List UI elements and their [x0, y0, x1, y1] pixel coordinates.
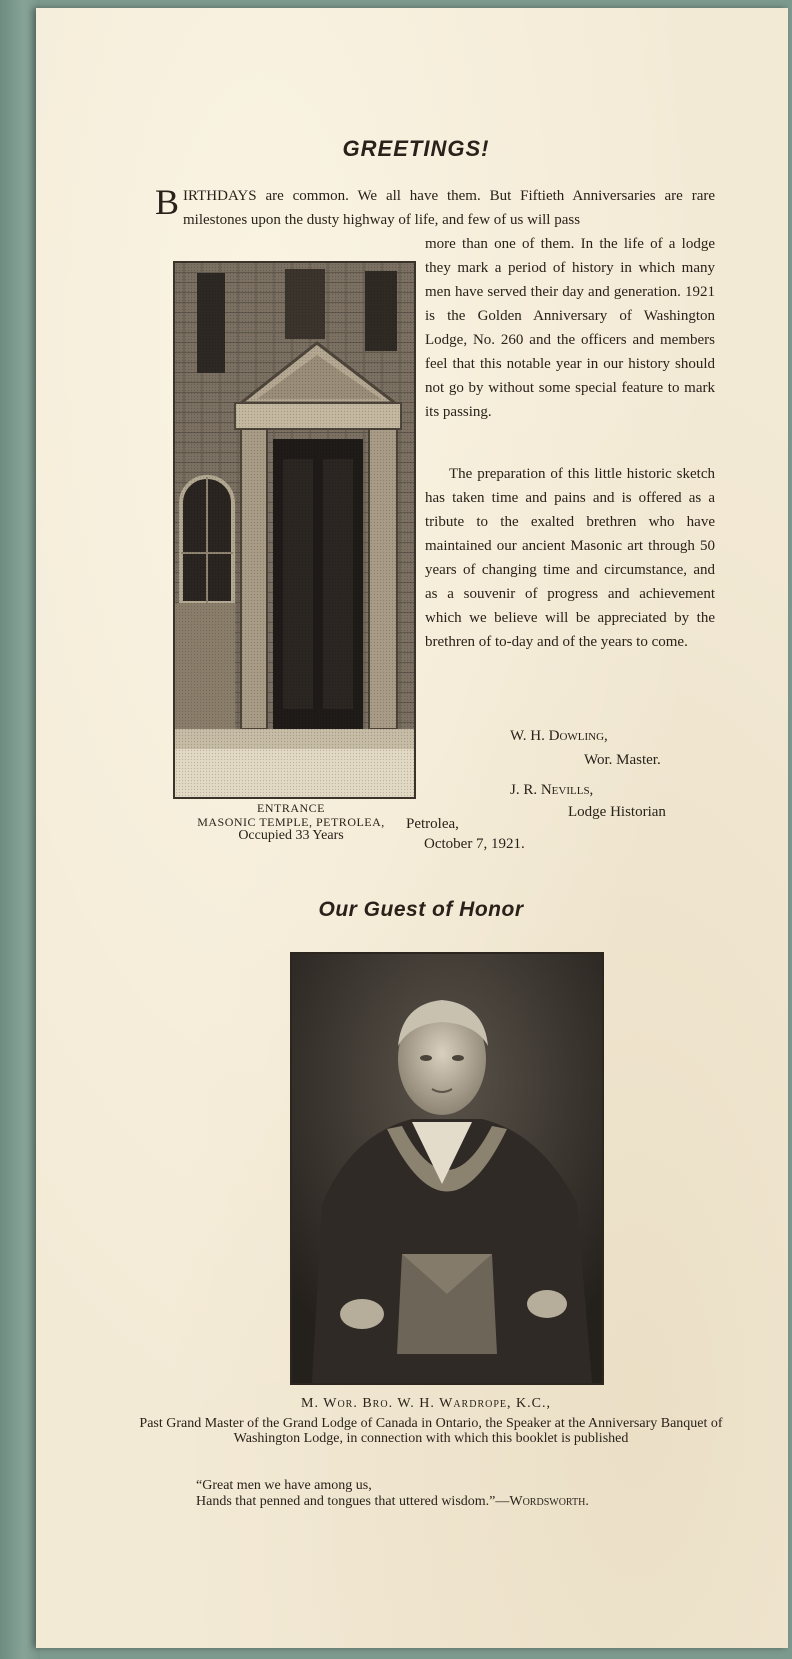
signature-master-title: Wor. Master. [584, 752, 661, 768]
tribute-paragraph: The preparation of this little historic sketch has taken time and pains and is offered as a tribute to the exalted brethren who have maintained our ancient Masonic art through 50 years of changing time and circumstance, and as a souvenir of progress and achievement which we believe will be appreciated by the brethren of to-day and of the years to come. [425, 466, 715, 650]
booklet-page [36, 8, 788, 1648]
intro-opening-text: IRTHDAYS are common. We all have them. But Fiftieth Anniversaries are rare milestones upon the dusty highway of life, and few of us will pass [183, 188, 715, 228]
photo-caption-title: ENTRANCE [257, 801, 325, 815]
guest-portrait [290, 952, 604, 1385]
quote-author: Wordsworth. [509, 1494, 589, 1509]
guest-description: Past Grand Master of the Grand Lodge of Canada in Ontario, the Speaker at the Anniversary Banquet of Washington Lodge, in connection with which this booklet is published [139, 1416, 723, 1446]
drop-cap: B [155, 182, 180, 222]
booklet-cover-edge [0, 0, 40, 1659]
signature-master-name: W. H. Dowling, [510, 728, 608, 744]
intro-paragraph-opening [155, 184, 715, 232]
guest-of-honor-heading: Our Guest of Honor [318, 898, 524, 921]
photo-caption [131, 801, 451, 843]
guest-name: M. Wor. Bro. W. H. Wardrope, K.C., [301, 1396, 551, 1411]
signature-historian-title: Lodge Historian [568, 804, 666, 820]
signature-place: Petrolea, [406, 816, 459, 832]
quote-line-2 [196, 1494, 756, 1510]
photo-caption-note: Occupied 33 Years [238, 828, 344, 843]
quote-line-2-text: Hands that penned and tongues that uttered wisdom.”— [196, 1494, 510, 1509]
signature-date: October 7, 1921. [424, 836, 525, 852]
intro-paragraph-continuation: more than one of them. In the life of a lodge they mark a period of history in which many men have served their day and generation. 1921 is the Golden Anniversary of Washington Lodge, No. 260 and the officers and members feel that this notable year in our history should not go by without some special feature to mark its passing. [425, 236, 715, 420]
entrance-photograph [173, 261, 416, 799]
portrait-image [292, 954, 602, 1383]
page-title: GREETINGS! [342, 136, 490, 161]
signature-historian-name: J. R. Nevills, [510, 782, 594, 798]
masonic-temple-entrance-image [175, 263, 414, 797]
wordsworth-quote [196, 1478, 756, 1510]
photo-caption-location: MASONIC TEMPLE, PETROLEA, [197, 815, 385, 829]
quote-line-1: “Great men we have among us, [196, 1478, 372, 1493]
